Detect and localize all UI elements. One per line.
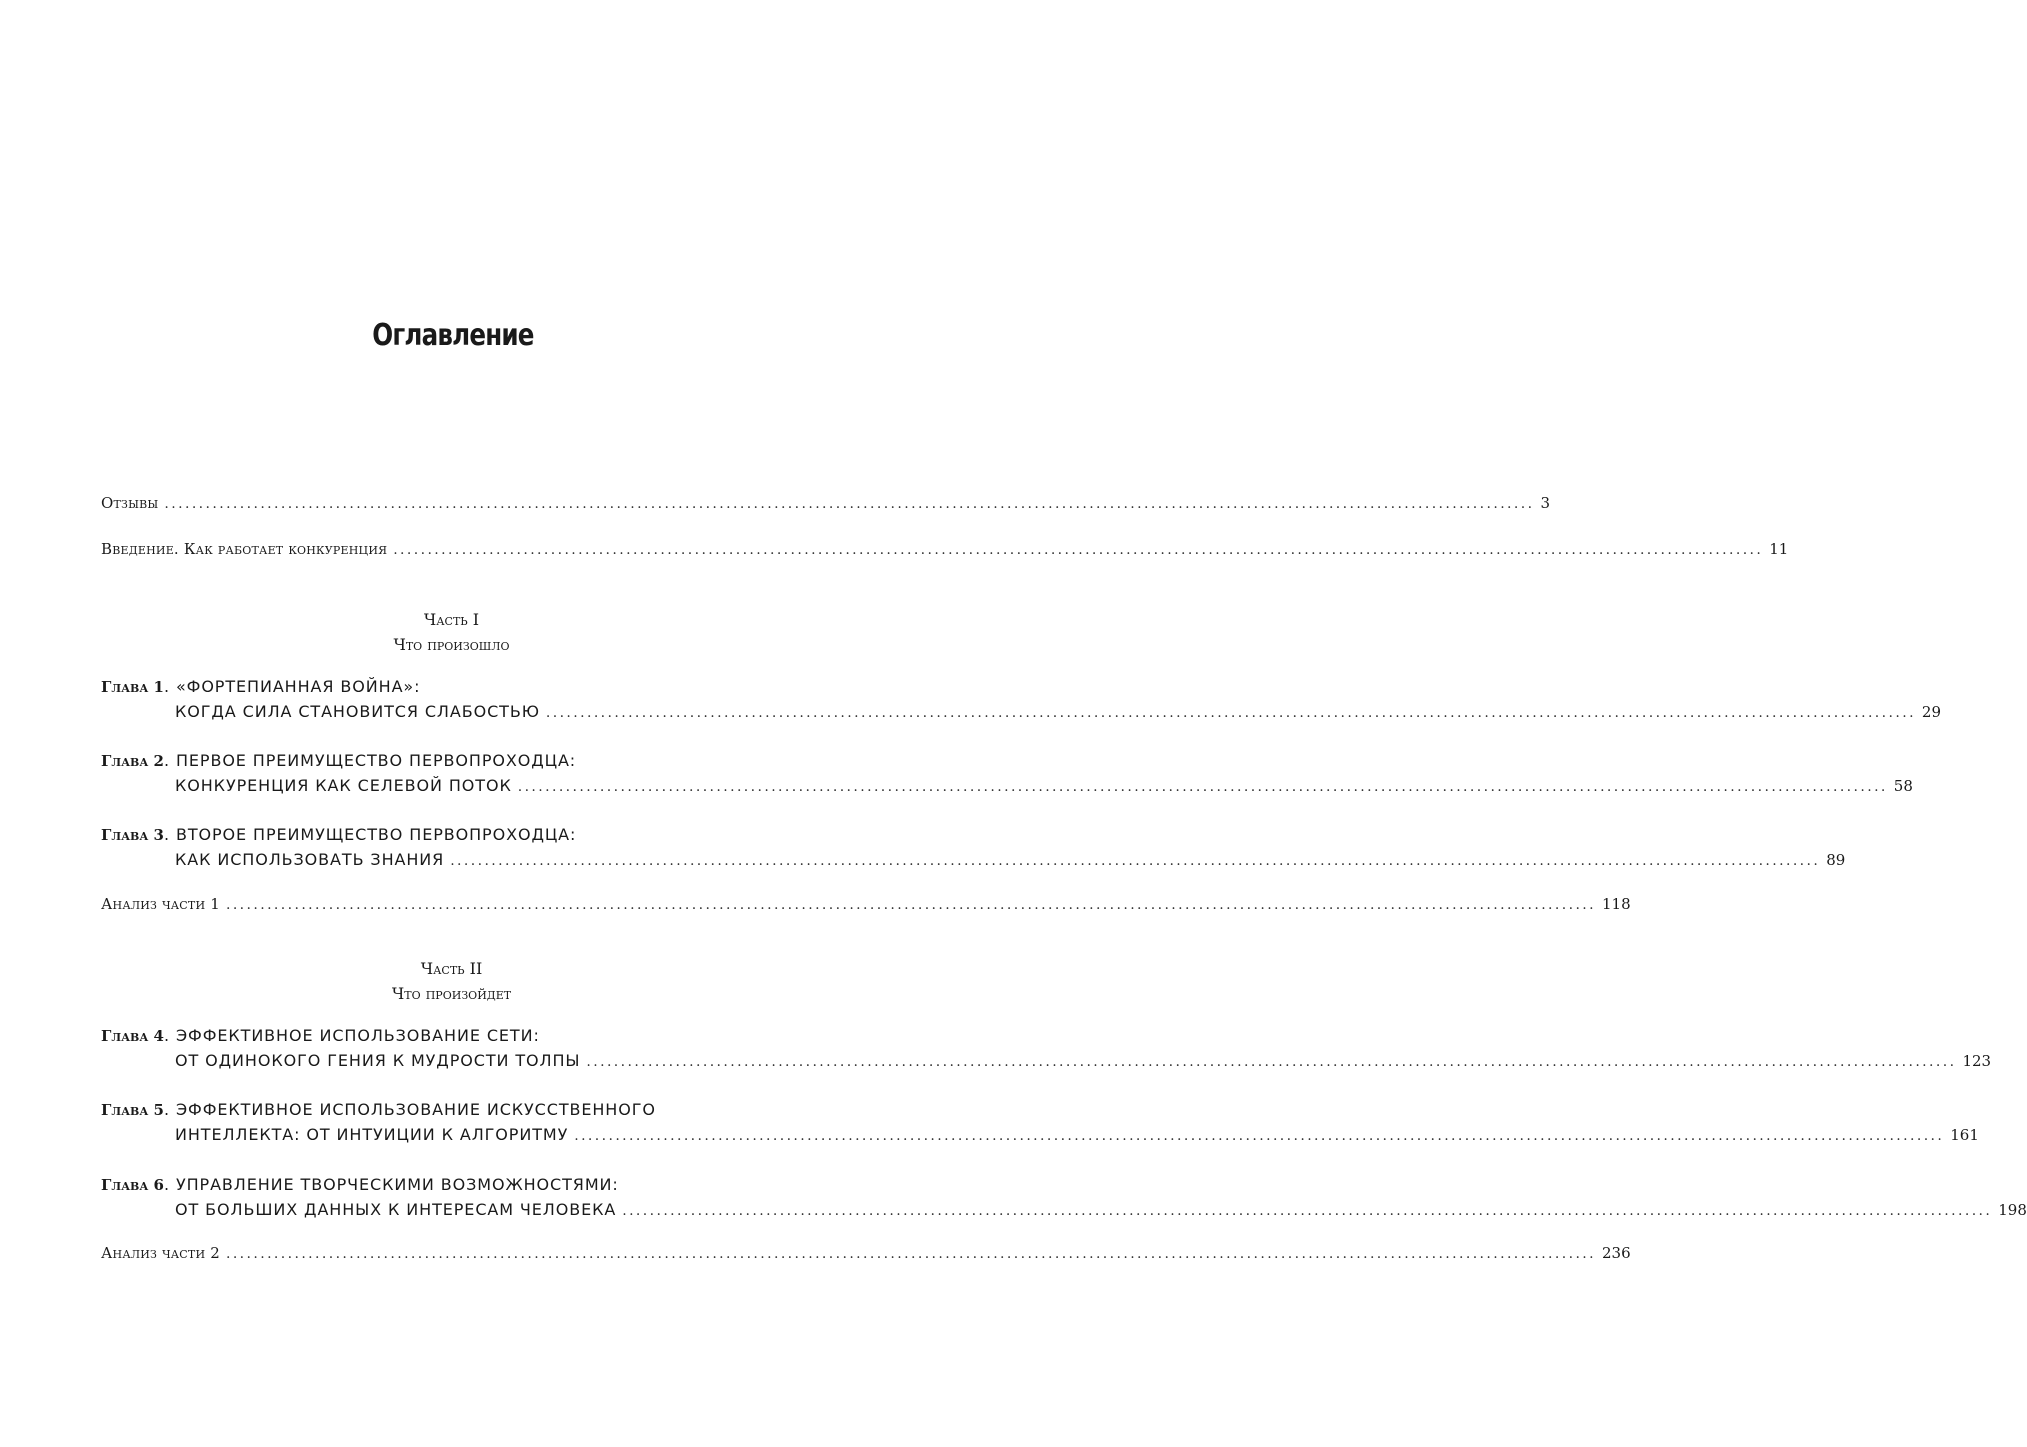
toc-page-number: 29 bbox=[1921, 703, 1942, 721]
part-label: Часть II bbox=[420, 959, 483, 978]
toc-entry-introduction[interactable] bbox=[101, 540, 1789, 565]
toc-page-number: 11 bbox=[1769, 540, 1789, 558]
dot-leader: ........................................................................................................................................................................................................ bbox=[586, 1054, 1957, 1070]
part-title: Что произошло bbox=[393, 635, 510, 654]
toc-page-number: 118 bbox=[1602, 895, 1631, 913]
part-title: Что произойдет bbox=[391, 984, 512, 1003]
chapter-label: Глава 2 bbox=[101, 752, 164, 770]
page-title: Оглавление bbox=[372, 318, 534, 353]
chapter-title-line1: ВТОРОЕ ПРЕИМУЩЕСТВО ПЕРВОПРОХОДЦА: bbox=[175, 825, 577, 844]
chapter-title-line2: КОГДА СИЛА СТАНОВИТСЯ СЛАБОСТЬЮ bbox=[175, 702, 540, 721]
toc-entry-text: Введение. Как работает конкуренция bbox=[101, 540, 388, 558]
toc-entry-chapter-4[interactable]: Глава 4 . ЭФФЕКТИВНОЕ ИСПОЛЬЗОВАНИЕ СЕТИ: ОТ ОДИНОКОГО ГЕНИЯ К МУДРОСТИ ТОЛПЫ ........................................................................................................................................................................................................ 123 bbox=[101, 1026, 1992, 1070]
toc-entry-part-1-analysis[interactable] bbox=[101, 895, 1631, 920]
chapter-title-line1: «ФОРТЕПИАННАЯ ВОЙНА»: bbox=[175, 677, 421, 696]
part-label: Часть I bbox=[423, 610, 480, 629]
toc-page-number: 89 bbox=[1826, 851, 1846, 869]
chapter-title-line1: ЭФФЕКТИВНОЕ ИСПОЛЬЗОВАНИЕ ИСКУССТВЕННОГО bbox=[175, 1100, 656, 1119]
toc-entry-part-2-analysis[interactable] bbox=[101, 1244, 1631, 1269]
dot-leader: ........................................................................................................................................................................................................ bbox=[225, 897, 1597, 913]
chapter-label: Глава 4 bbox=[101, 1027, 164, 1045]
part-2-heading bbox=[101, 956, 802, 1006]
dot-leader: ........................................................................................................................................................................................................ bbox=[164, 496, 1535, 512]
chapter-title-line2: ОТ ОДИНОКОГО ГЕНИЯ К МУДРОСТИ ТОЛПЫ bbox=[175, 1051, 581, 1070]
dot-leader: ........................................................................................................................................................................................................ bbox=[622, 1203, 1993, 1219]
chapter-label: Глава 1 bbox=[101, 678, 164, 696]
toc-page-number: 58 bbox=[1893, 777, 1913, 795]
chapter-label: Глава 5 bbox=[101, 1101, 164, 1119]
toc-entry-chapter-3[interactable]: Глава 3 . ВТОРОЕ ПРЕИМУЩЕСТВО ПЕРВОПРОХОДЦА: КАК ИСПОЛЬЗОВАТЬ ЗНАНИЯ ........................................................................................................................................................................................................ 89 bbox=[101, 825, 1846, 869]
toc-page-number: 123 bbox=[1962, 1052, 1992, 1070]
toc-entry-chapter-1[interactable]: Глава 1 . «ФОРТЕПИАННАЯ ВОЙНА»: КОГДА СИЛА СТАНОВИТСЯ СЛАБОСТЬЮ ........................................................................................................................................................................................................ 29 bbox=[101, 677, 1942, 721]
chapter-title-line2: КАК ИСПОЛЬЗОВАТЬ ЗНАНИЯ bbox=[175, 850, 445, 869]
toc-entry-text: Анализ части 2 bbox=[101, 1244, 220, 1262]
dot-leader: ........................................................................................................................................................................................................ bbox=[393, 542, 1764, 558]
toc-page-number: 198 bbox=[1998, 1201, 2027, 1219]
toc-entry-reviews[interactable] bbox=[101, 494, 1551, 519]
chapter-label: Глава 6 bbox=[101, 1176, 164, 1194]
part-1-heading bbox=[101, 607, 802, 657]
toc-entry-chapter-2[interactable]: Глава 2 . ПЕРВОЕ ПРЕИМУЩЕСТВО ПЕРВОПРОХОДЦА: КОНКУРЕНЦИЯ КАК СЕЛЕВОЙ ПОТОК ........................................................................................................................................................................................................ 58 bbox=[101, 751, 1913, 795]
chapter-title-line2: ОТ БОЛЬШИХ ДАННЫХ К ИНТЕРЕСАМ ЧЕЛОВЕКА bbox=[175, 1200, 617, 1219]
chapter-title-line1: УПРАВЛЕНИЕ ТВОРЧЕСКИМИ ВОЗМОЖНОСТЯМИ: bbox=[175, 1175, 619, 1194]
chapter-title-line1: ПЕРВОЕ ПРЕИМУЩЕСТВО ПЕРВОПРОХОДЦА: bbox=[175, 751, 577, 770]
chapter-label: Глава 3 bbox=[101, 826, 164, 844]
toc-page-number: 3 bbox=[1540, 494, 1551, 512]
chapter-title-line2: КОНКУРЕНЦИЯ КАК СЕЛЕВОЙ ПОТОК bbox=[175, 776, 512, 795]
toc-entry-chapter-5[interactable]: Глава 5 . ЭФФЕКТИВНОЕ ИСПОЛЬЗОВАНИЕ ИСКУССТВЕННОГО ИНТЕЛЛЕКТА: ОТ ИНТУИЦИИ К АЛГОРИТМУ ........................................................................................................................................................................................................ 161 bbox=[101, 1100, 1979, 1144]
dot-leader: ........................................................................................................................................................................................................ bbox=[225, 1246, 1597, 1262]
chapter-title-line1: ЭФФЕКТИВНОЕ ИСПОЛЬЗОВАНИЕ СЕТИ: bbox=[175, 1026, 540, 1045]
dot-leader: ........................................................................................................................................................................................................ bbox=[574, 1128, 1945, 1144]
dot-leader: ........................................................................................................................................................................................................ bbox=[545, 705, 1916, 721]
toc-page-number: 161 bbox=[1950, 1126, 1979, 1144]
toc-entry-text: Анализ части 1 bbox=[101, 895, 220, 913]
toc-entry-text: Отзывы bbox=[101, 494, 159, 512]
toc-entry-chapter-6[interactable]: Глава 6 . УПРАВЛЕНИЕ ТВОРЧЕСКИМИ ВОЗМОЖНОСТЯМИ: ОТ БОЛЬШИХ ДАННЫХ К ИНТЕРЕСАМ ЧЕЛОВЕКА ........................................................................................................................................................................................................ 198 bbox=[101, 1175, 2027, 1219]
chapter-title-line2: ИНТЕЛЛЕКТА: ОТ ИНТУИЦИИ К АЛГОРИТМУ bbox=[175, 1125, 569, 1144]
dot-leader: ........................................................................................................................................................................................................ bbox=[450, 853, 1821, 869]
dot-leader: ........................................................................................................................................................................................................ bbox=[517, 779, 1888, 795]
toc-page-number: 236 bbox=[1602, 1244, 1631, 1262]
